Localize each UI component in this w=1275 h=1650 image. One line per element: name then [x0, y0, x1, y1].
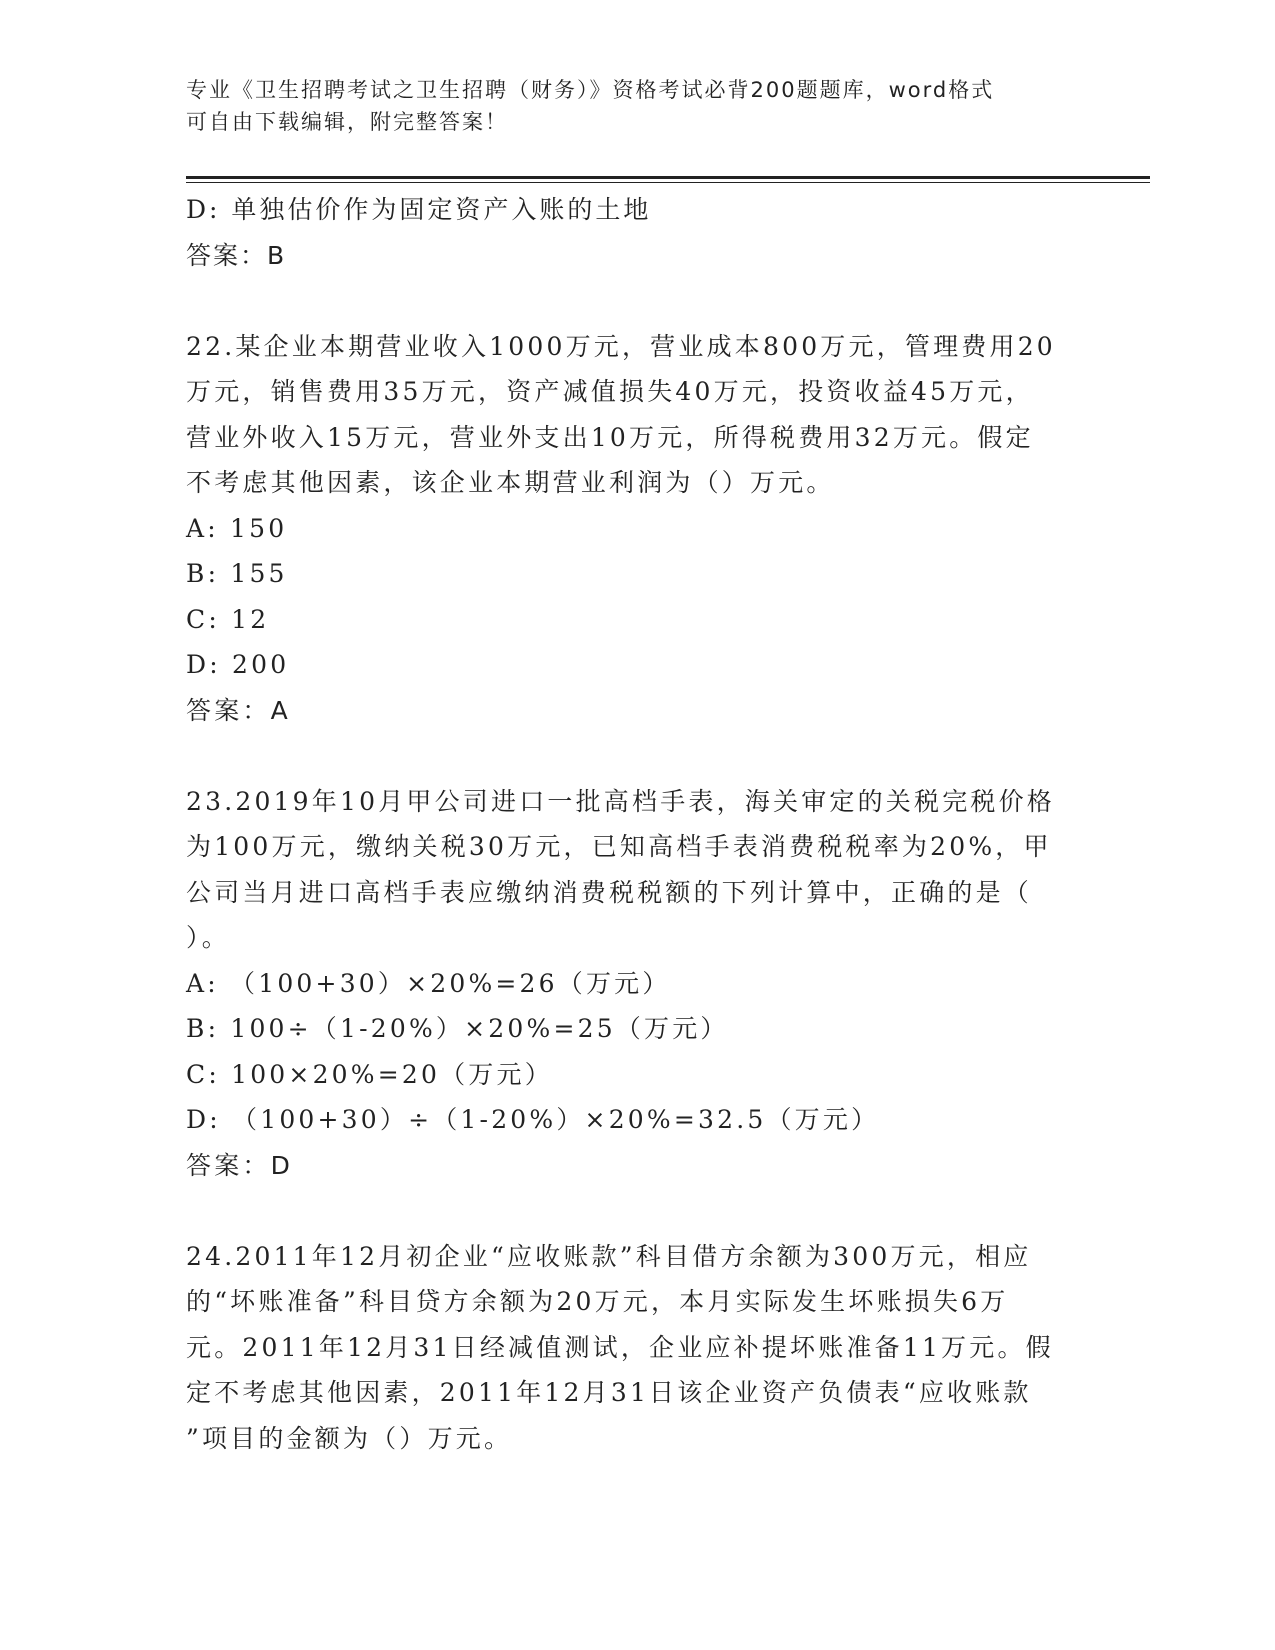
spacer: [186, 733, 1086, 779]
question-text-line: 的“坏账准备”科目贷方余额为20万元，本月实际发生坏账损失6万: [186, 1287, 1009, 1316]
question-24: [186, 1234, 1086, 1462]
option-d: D: 单独估价作为固定资产入账的土地: [186, 195, 652, 224]
header-line-1: 专业《卫生招聘考试之卫生招聘（财务）》资格考试必背200题题库，word格式: [186, 78, 995, 102]
option-a: A: （100+30）×20%=26（万元）: [186, 968, 671, 998]
question-text-line: 元。2011年12月31日经减值测试，企业应补提坏账准备11万元。假: [186, 1332, 1054, 1362]
question-text-line: ）。: [186, 923, 230, 952]
option-b: B: 100÷（1-20%）×20%=25（万元）: [186, 1014, 729, 1043]
answer-label: 答案：A: [186, 695, 291, 725]
option-d: D: 200: [186, 650, 290, 679]
spacer: [186, 1188, 1086, 1234]
option-c: C: 100×20%=20（万元）: [186, 1059, 553, 1089]
answer-label: 答案：B: [186, 240, 287, 270]
spacer: [186, 278, 1086, 324]
question-text-line: 营业外收入15万元，营业外支出10万元，所得税费用32万元。假定: [186, 422, 1034, 452]
answer-label: 答案：D: [186, 1150, 294, 1180]
header-divider-thick: [186, 176, 1150, 179]
question-23: [186, 779, 1086, 1189]
header-divider-thin: [186, 182, 1150, 183]
question-text-line: 不考虑其他因素，该企业本期营业利润为（）万元。: [186, 468, 835, 497]
option-c: C: 12: [186, 604, 270, 634]
question-text-line: 22.某企业本期营业收入1000万元，营业成本800万元，管理费用20: [186, 331, 1056, 361]
question-22: [186, 324, 1086, 734]
document-header: [186, 74, 1066, 138]
previous-question-tail: [186, 187, 1086, 278]
question-text-line: 23.2019年10月甲公司进口一批高档手表，海关审定的关税完税价格: [186, 786, 1055, 816]
question-text-line: 24.2011年12月初企业“应收账款”科目借方余额为300万元，相应: [186, 1241, 1032, 1271]
question-text-line: 定不考虑其他因素，2011年12月31日该企业资产负债表“应收账款: [186, 1378, 1032, 1407]
header-line-2: 可自由下载编辑，附完整答案！: [186, 110, 508, 134]
question-text-line: 万元，销售费用35万元，资产减值损失40万元，投资收益45万元，: [186, 377, 1034, 406]
option-b: B: 155: [186, 559, 288, 588]
option-d: D: （100+30）÷（1-20%）×20%=32.5（万元）: [186, 1105, 880, 1134]
question-text-line: 为100万元，缴纳关税30万元，已知高档手表消费税税率为20%，甲: [186, 832, 1052, 861]
question-text-line: 公司当月进口高档手表应缴纳消费税税额的下列计算中，正确的是（: [186, 877, 1033, 907]
question-text-line: ”项目的金额为（）万元。: [186, 1423, 513, 1453]
option-a: A: 150: [186, 513, 288, 543]
document-body: [186, 187, 1086, 1461]
